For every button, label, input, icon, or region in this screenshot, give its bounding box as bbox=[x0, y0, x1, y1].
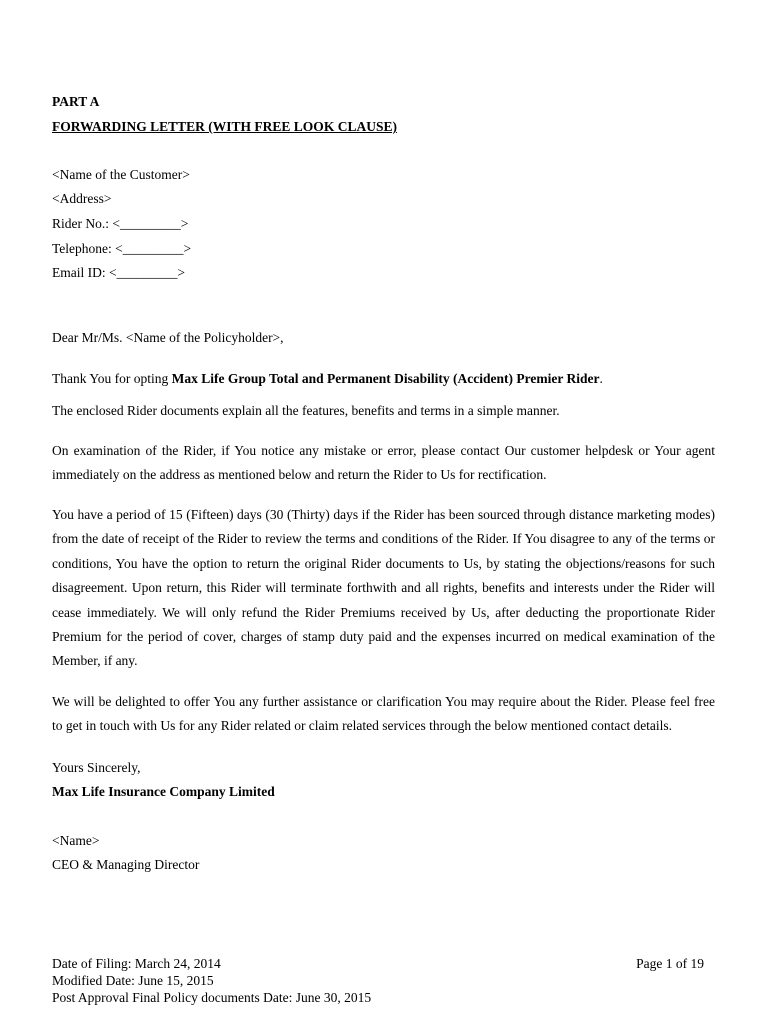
paragraph-free-look: You have a period of 15 (Fifteen) days (30 (Thirty) days if the Rider has been sourced through distance marketing modes) from the date of receipt of the Rider to review the terms and conditions of the Rider. If You disagree to any of the terms or conditions, You have the option to return the original Rider documents to Us, by stating the objections/reasons for such disagreement. Upon return, this Rider will terminate forthwith and all rights, benefits and interests under the Rider will cease immediately. We will only refund the Rider Premiums received by Us, after deducting the proportionate Rider Premium for the period of cover, charges of stamp duty paid and the expenses incurred on medical examination of the Member, if any. bbox=[52, 507, 715, 669]
customer-address: <Address> bbox=[52, 191, 112, 206]
paragraph-examination: On examination of the Rider, if You notice any mistake or error, please contact Our customer helpdesk or Your agent immediately on the address as mentioned below and return the Rider to Us for rectification. bbox=[52, 443, 715, 483]
date-of-filing: Date of Filing: March 24, 2014 bbox=[52, 956, 221, 971]
letter-title: FORWARDING LETTER (WITH FREE LOOK CLAUSE) bbox=[52, 119, 397, 134]
sign-off: Yours Sincerely, bbox=[52, 760, 141, 775]
company-name: Max Life Insurance Company Limited bbox=[52, 784, 275, 799]
signatory-name: <Name> bbox=[52, 833, 100, 848]
page-number: Page 1 of 19 bbox=[636, 956, 704, 971]
post-approval-date: Post Approval Final Policy documents Date: June 30, 2015 bbox=[52, 990, 372, 1005]
product-name: Max Life Group Total and Permanent Disability (Accident) Premier Rider bbox=[171, 371, 600, 386]
rider-number: Rider No.: <_________> bbox=[52, 216, 189, 231]
signatory-designation: CEO & Managing Director bbox=[52, 857, 200, 872]
part-heading: PART A bbox=[52, 94, 100, 109]
customer-name: <Name of the Customer> bbox=[52, 167, 190, 182]
email-id: Email ID: <_________> bbox=[52, 265, 185, 280]
thanks-suffix: . bbox=[599, 371, 603, 386]
paragraph-features: The enclosed Rider documents explain all the features, benefits and terms in a simple manner. bbox=[52, 403, 560, 418]
thanks-prefix: Thank You for opting bbox=[52, 371, 172, 386]
thanks-line bbox=[52, 370, 603, 388]
paragraph-assistance: We will be delighted to offer You any further assistance or clarification You may require about the Rider. Please feel free to get in touch with Us for any Rider related or claim related services through the below mentioned contact details. bbox=[52, 694, 715, 734]
telephone: Telephone: <_________> bbox=[52, 241, 192, 256]
salutation: Dear Mr/Ms. <Name of the Policyholder>, bbox=[52, 330, 284, 345]
modified-date: Modified Date: June 15, 2015 bbox=[52, 973, 214, 988]
